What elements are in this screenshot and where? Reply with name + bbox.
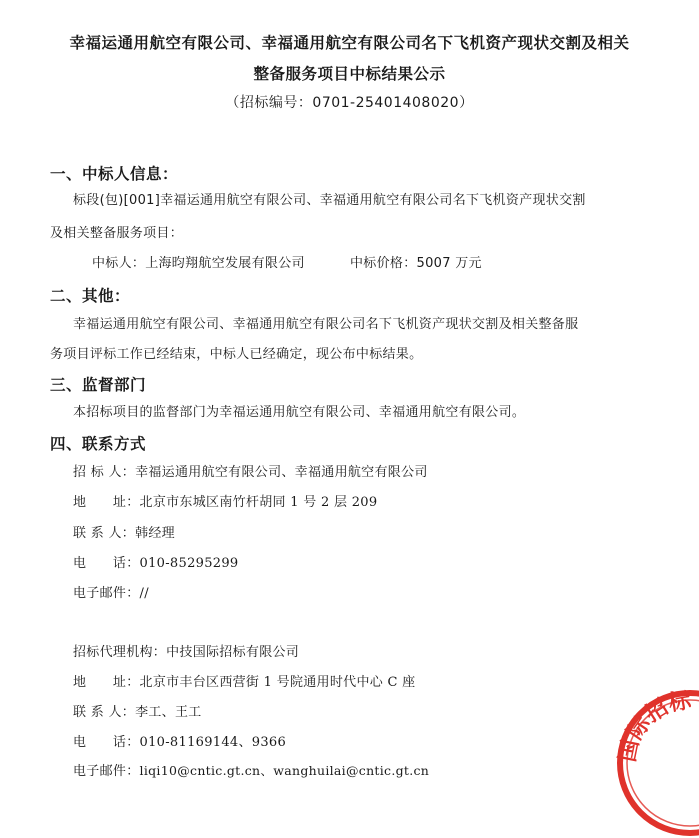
phone-row bbox=[73, 552, 239, 571]
agency-row bbox=[73, 641, 299, 660]
winner-label: 中标人： bbox=[92, 256, 146, 271]
address-row bbox=[73, 491, 377, 510]
agency-value: 中技国际招标有限公司 bbox=[166, 645, 300, 660]
agency-label: 招标代理机构： bbox=[73, 645, 167, 660]
sec1-line2: 及相关整备服务项目： bbox=[50, 226, 184, 241]
address-value: 北京市东城区南竹杆胡同 1 号 2 层 209 bbox=[139, 495, 378, 510]
phone-label: 电 话： bbox=[73, 556, 140, 571]
address-label: 地 址： bbox=[73, 495, 140, 510]
agency-phone-value: 010-81169144、9366 bbox=[139, 735, 287, 750]
contact-value: 韩经理 bbox=[135, 526, 175, 541]
contact-row bbox=[73, 522, 175, 541]
agency-contact-row bbox=[73, 701, 202, 720]
sec1-line1: 标段(包)[001]幸福运通用航空有限公司、幸福通用航空有限公司名下飞机资产现状交割 bbox=[73, 193, 586, 208]
section-heading-supervision: 三、监督部门 bbox=[50, 376, 147, 394]
agency-email-value[interactable]: liqi10@cntic.gt.cn、wanghuilai@cntic.gt.cn bbox=[139, 763, 430, 778]
section-heading-other: 二、其他： bbox=[50, 287, 131, 305]
agency-email-row bbox=[73, 760, 429, 779]
agency-address-label: 地 址： bbox=[73, 675, 140, 690]
section-heading-winner-info: 一、中标人信息： bbox=[50, 165, 179, 183]
tenderer-row bbox=[73, 461, 428, 480]
doc-title-line1: 幸福运通用航空有限公司、幸福通用航空有限公司名下飞机资产现状交割及相关 bbox=[69, 34, 630, 52]
contact-label: 联 系 人： bbox=[73, 526, 136, 541]
winner-value: 上海昀翔航空发展有限公司 bbox=[145, 256, 305, 271]
email-label: 电子邮件： bbox=[73, 586, 140, 601]
agency-address-row bbox=[73, 671, 415, 690]
tenderer-value: 幸福运通用航空有限公司、幸福通用航空有限公司 bbox=[135, 465, 428, 480]
agency-contact-label: 联 系 人： bbox=[73, 705, 136, 720]
section-heading-contact: 四、联系方式 bbox=[50, 435, 147, 453]
price-label: 中标价格： bbox=[350, 256, 417, 271]
sec2-line1: 幸福运通用航空有限公司、幸福通用航空有限公司名下飞机资产现状交割及相关整备服 bbox=[73, 317, 579, 332]
agency-phone-row bbox=[73, 731, 286, 750]
price-value: 5007 万元 bbox=[416, 256, 482, 271]
agency-contact-value: 李工、王工 bbox=[135, 705, 202, 720]
company-seal bbox=[615, 688, 699, 838]
agency-address-value: 北京市丰台区西营街 1 号院通用时代中心 C 座 bbox=[139, 675, 416, 690]
doc-title-line2: 整备服务项目中标结果公示 bbox=[253, 65, 446, 83]
winner-row bbox=[92, 252, 305, 271]
agency-email-label: 电子邮件： bbox=[73, 764, 140, 779]
seal-text: 国际招标 bbox=[615, 688, 693, 765]
email-row bbox=[73, 582, 149, 601]
price-row bbox=[350, 252, 482, 271]
sec3-line1: 本招标项目的监督部门为幸福运通用航空有限公司、幸福通用航空有限公司。 bbox=[73, 405, 526, 420]
agency-phone-label: 电 话： bbox=[73, 735, 140, 750]
sec2-line2: 务项目评标工作已经结束，中标人已经确定，现公布中标结果。 bbox=[50, 347, 423, 362]
tenderer-label: 招 标 人： bbox=[73, 465, 136, 480]
doc-tender-number: （招标编号：0701-25401408020） bbox=[225, 95, 474, 111]
email-value[interactable]: // bbox=[139, 586, 149, 601]
phone-value: 010-85295299 bbox=[139, 556, 239, 571]
